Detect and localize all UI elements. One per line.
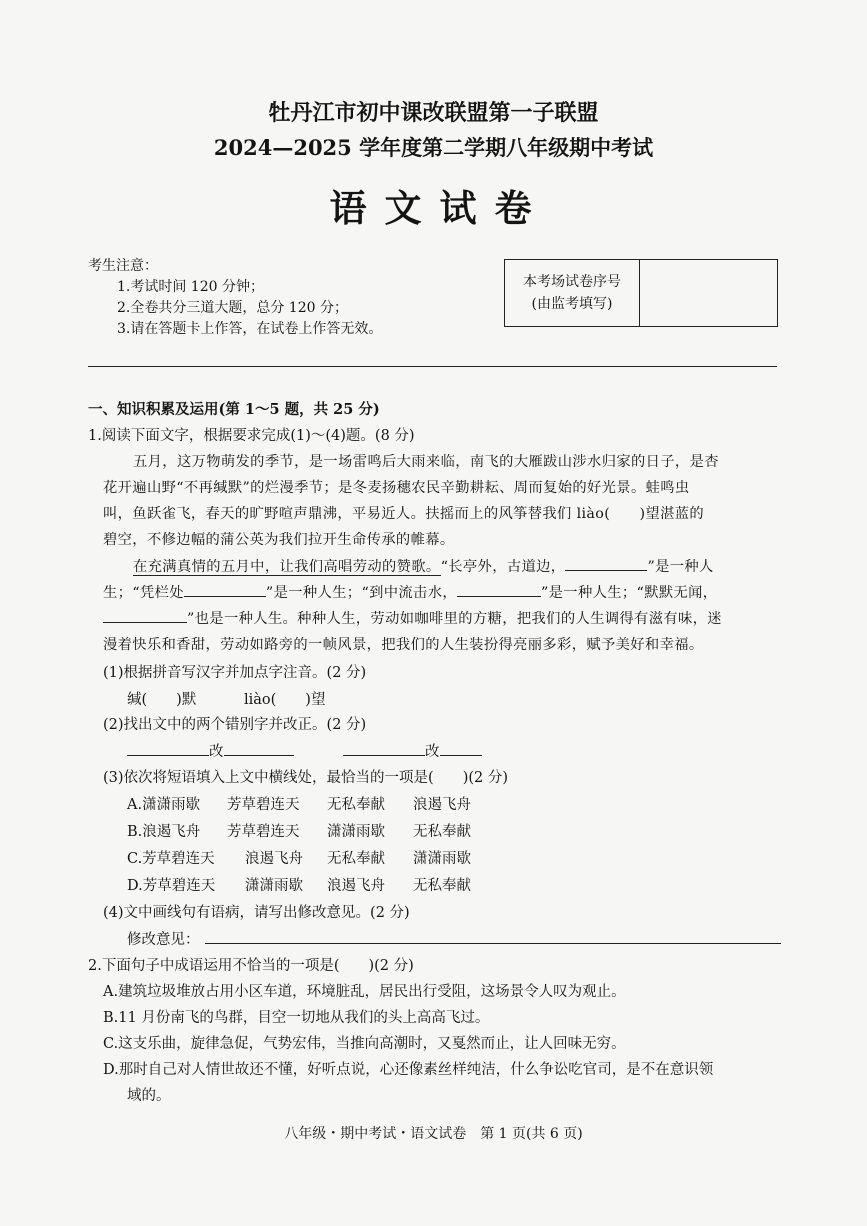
- option-a: [127, 793, 471, 814]
- option-d-3: 浪遏飞舟: [327, 878, 385, 894]
- option-b-4: 无私奉献: [413, 824, 471, 840]
- question-2-stem: 2.下面句子中成语运用不恰当的一项是( )(2 分): [88, 958, 414, 974]
- passage-p1-line3: 叫，鱼跃雀飞，春天的旷野喧声鼎沸，平易近人。扶摇而上的风筝替我们 liào( )望湛蓝的: [103, 506, 705, 522]
- passage-p2-line1-end: ”是一种人: [647, 559, 714, 575]
- page-footer: 八年级・期中考试・语文试卷 第 1 页(共 6 页): [284, 1126, 583, 1142]
- typo-wrong-blank-2[interactable]: [343, 741, 425, 756]
- note-item-2: 2.全卷共分三道大题，总分 120 分；: [117, 300, 348, 316]
- revision-label: 修改意见：: [127, 932, 200, 948]
- question-2-option-c: C.这支乐曲，旋律急促，气势宏伟，当推向高潮时，又戛然而止，让人回味无穷。: [103, 1036, 626, 1052]
- option-d-1: D.芳草碧连天: [127, 878, 216, 894]
- fill-blank-1[interactable]: [565, 556, 647, 571]
- notes-title: 考生注意：: [88, 258, 158, 274]
- passage-p2-line3-text: ”也是一种人生。种种人生，劳动如咖啡里的方糖，把我们的人生调得有滋有味，迷: [187, 611, 722, 627]
- passage-p2-line3: [103, 608, 722, 628]
- typo-answer-2: [343, 740, 482, 761]
- pinyin-item-1: 缄( )默: [127, 692, 197, 708]
- passage-p1-line1: 五月，这万物萌发的季节，是一场雷鸣后大雨来临，南飞的大雁跋山涉水归家的日子，是杏: [133, 454, 719, 470]
- revision-answer-line[interactable]: [205, 943, 781, 944]
- pinyin-item-2: liào( )望: [244, 692, 326, 708]
- option-b-2: 芳草碧连天: [227, 824, 300, 840]
- serial-number-label: [505, 260, 640, 326]
- passage-p2-line1-quote: “长亭外，古道边，: [440, 559, 566, 575]
- option-c: [127, 847, 471, 868]
- school-union-title: 牡丹江市初中课改联盟第一子联盟: [268, 100, 599, 126]
- typo-correct-blank-1[interactable]: [224, 741, 294, 756]
- subject-title: 语文试卷: [329, 186, 550, 230]
- divider: [88, 366, 777, 367]
- sub-question-4: (4)文中画线句有语病，请写出修改意见。(2 分): [103, 905, 410, 921]
- question-2-option-a: A.建筑垃圾堆放占用小区车道，环境脏乱，居民出行受阻，这场景令人叹为观止。: [103, 984, 626, 1000]
- option-d: [127, 874, 471, 895]
- question-1-stem: 1.阅读下面文字，根据要求完成(1)～(4)题。(8 分): [88, 428, 415, 444]
- option-a-2: 芳草碧连天: [227, 797, 300, 813]
- serial-label-line1: 本考场试卷序号: [523, 274, 621, 290]
- option-c-1: C.芳草碧连天: [127, 851, 215, 867]
- option-b: [127, 820, 471, 841]
- fill-blank-4[interactable]: [103, 608, 187, 623]
- sub-question-2: (2)找出文中的两个错别字并改正。(2 分): [103, 717, 367, 733]
- option-d-2: 潇潇雨歇: [245, 878, 303, 894]
- question-2-option-d-line2: 域的。: [127, 1088, 171, 1104]
- section-1-title: 一、知识积累及运用(第 1～5 题，共 25 分): [88, 401, 380, 418]
- gai-label-1: 改: [209, 744, 224, 760]
- option-c-4: 潇潇雨歇: [413, 851, 471, 867]
- underlined-sentence: 在充满真情的五月中，让我们高唱劳动的赞歌。: [133, 559, 441, 575]
- option-b-1: B.浪遏飞舟: [127, 824, 201, 840]
- serial-number-box: [504, 259, 778, 327]
- option-d-4: 无私奉献: [413, 878, 471, 894]
- question-2-option-b: B.11 月份南飞的鸟群，目空一切地从我们的头上高高飞过。: [103, 1010, 490, 1026]
- note-item-1: 1.考试时间 120 分钟；: [117, 279, 264, 295]
- option-a-1: A.潇潇雨歇: [127, 797, 201, 813]
- passage-p1-line2: 花开遍山野“不再缄默”的烂漫季节；是冬麦扬穗农民辛勤耕耘、周而复始的好光景。蛙鸣虫: [103, 480, 690, 496]
- option-c-3: 无私奉献: [327, 851, 385, 867]
- fill-blank-2[interactable]: [184, 582, 266, 597]
- passage-p2-line4: 漫着快乐和香甜，劳动如路旁的一帧风景，把我们的人生装扮得亮丽多彩，赋予美好和幸福。: [103, 637, 704, 653]
- fill-blank-3[interactable]: [457, 582, 541, 597]
- note-item-3: 3.请在答题卡上作答，在试卷上作答无效。: [117, 321, 383, 337]
- question-2-option-d-line1: D.那时自己对人情世故还不懂，好听点说，心还像素丝样纯洁，什么争讼吃官司，是不在意识领: [103, 1062, 714, 1078]
- passage-p1-line4: 碧空，不修边幅的蒲公英为我们拉开生命传承的帷幕。: [103, 532, 455, 548]
- option-c-2: 浪遏飞舟: [245, 851, 303, 867]
- option-b-3: 潇潇雨歇: [327, 824, 385, 840]
- typo-correct-blank-2[interactable]: [440, 741, 482, 756]
- sub-question-1: (1)根据拼音写汉字并加点字注音。(2 分): [103, 665, 367, 681]
- serial-label-line2: (由监考填写): [531, 296, 613, 312]
- passage-p2-line2-a: 生；“凭栏处: [103, 585, 184, 601]
- option-a-4: 浪遏飞舟: [413, 797, 471, 813]
- passage-p2-line2: [103, 582, 717, 602]
- serial-number-field[interactable]: [640, 260, 777, 326]
- sub-question-3: (3)依次将短语填入上文中横线处，最恰当的一项是( )(2 分): [103, 770, 508, 786]
- option-a-3: 无私奉献: [327, 797, 385, 813]
- passage-p2-line1: [133, 556, 714, 576]
- gai-label-2: 改: [425, 744, 440, 760]
- passage-p2-line2-c: ”是一种人生；“默默无闻，: [541, 585, 718, 601]
- typo-answer-1: [127, 740, 294, 761]
- passage-p2-line2-b: ”是一种人生；“到中流击水，: [265, 585, 457, 601]
- exam-title: 2024—2025 学年度第二学期八年级期中考试: [213, 135, 654, 160]
- typo-wrong-blank-1[interactable]: [127, 741, 209, 756]
